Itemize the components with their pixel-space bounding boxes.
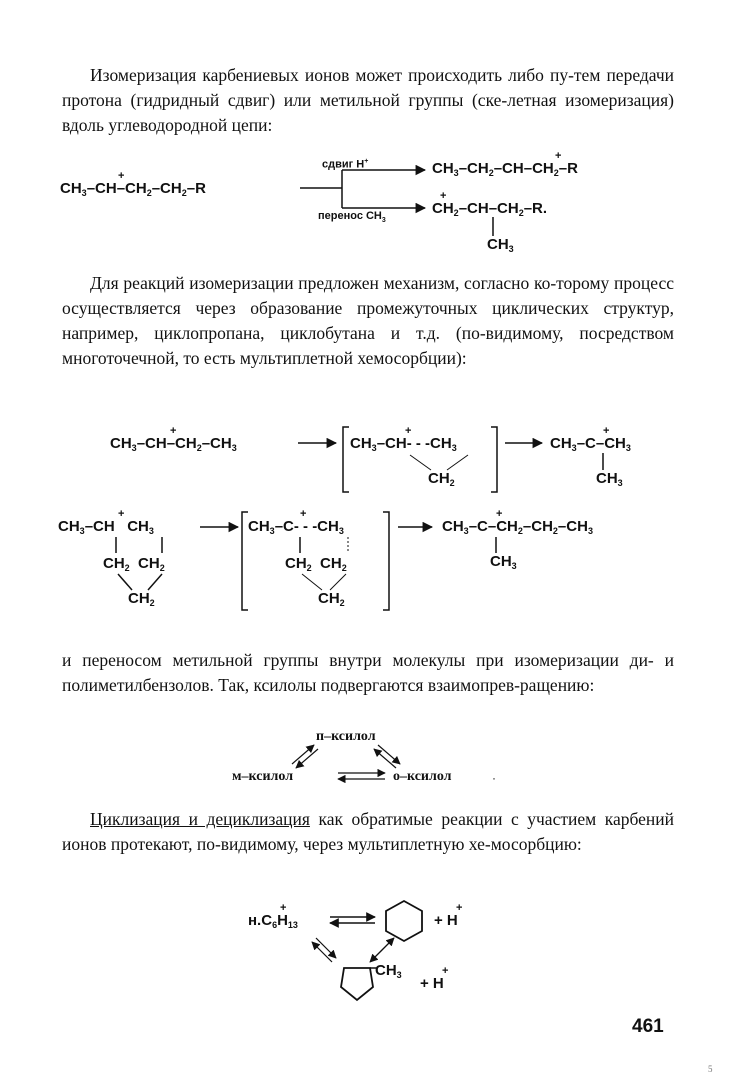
corner-mark: 5 [708, 1064, 713, 1074]
scheme1-product-bottom: $CH_2-CH-CH_2-R$. [432, 200, 548, 218]
plus-charge: + [603, 425, 610, 437]
plus-charge: + [170, 425, 177, 437]
plus-charge: + [118, 508, 125, 520]
plus-charge: + [405, 425, 412, 437]
scheme3-product-branch: $CH_3$ [490, 553, 517, 571]
scheme2-product: $CH_3-C-CH_3$ [550, 435, 631, 453]
plus-charge: + [300, 508, 307, 520]
cyclization-reactant: $н.C_6H_{13}$ [248, 912, 298, 930]
cyclization-product-bottom-sub: $CH_3$ [375, 962, 402, 980]
scheme3-intermediate-bottom: $CH_2$ [318, 590, 345, 608]
scheme3-intermediate-top: $CH_3-C- - -CH_3$ [248, 518, 344, 536]
plus-charge: + [555, 150, 562, 162]
plus-charge: + [496, 508, 503, 520]
label-hydride-shift: сдвиг H+ [322, 158, 369, 171]
scheme1-product-branch: $CH_3$ [487, 236, 514, 254]
page-number: 461 [632, 1016, 664, 1037]
cyclization-term: Циклизация и дециклизация [90, 809, 310, 829]
xylene-para: п–ксилол [316, 729, 376, 744]
cyclization-text: как обратимые реакции с участием карбений ионов протекают, по-видимому, через мультиплетную хе-мосорбцию: [62, 809, 674, 854]
plus-charge: + [280, 902, 287, 914]
scheme3-intermediate-mid: $CH_2$ $CH_2$ [285, 555, 347, 573]
label-methyl-transfer: перенос $CH_3$ [318, 210, 386, 225]
scheme3-reactant-top: $CH_3-CH$ $CH_3$ [58, 518, 154, 536]
scheme1-reactant: $CH_3-CH-CH_2-CH_2-R$ [60, 180, 206, 198]
cyclization-product-bottom-plus: + H [420, 975, 444, 992]
scheme3-reactant-bottom: $CH_2$ [128, 590, 155, 608]
scheme1-product-top: $CH_3-CH_2-CH-CH_2-R$ [432, 160, 578, 178]
cyclization-product-top: + H [434, 912, 458, 929]
scheme2-intermediate-bottom: $CH_2$ [428, 470, 455, 488]
xylene-meta: м–ксилол [232, 769, 294, 784]
plus-charge: + [442, 965, 449, 977]
scheme2-reactant: $CH_3-CH-CH_2-CH_3$ [110, 435, 237, 453]
plus-charge: + [456, 902, 463, 914]
xylene-ortho: о–ксилол [393, 769, 452, 784]
plus-charge: + [118, 170, 125, 182]
paragraph-mechanism: Для реакций изомеризации предложен механизм, согласно ко-торому процесс осуществляется через образование промежуточных циклических структур, например, циклопропана, циклобутана и т.д. (по-видимому, посредством многоточечной, то есть мультиплетной хемосорбции): [62, 273, 674, 368]
scheme2-product-branch: $CH_3$ [596, 470, 623, 488]
svg-text:·: · [492, 771, 496, 785]
scheme3-product: $CH_3-C-CH_2-CH_2-CH_3$ [442, 518, 593, 536]
plus-charge: + [440, 190, 447, 202]
paragraph-isomerization: Изомеризация карбениевых ионов может происходить либо пу-тем передачи протона (гидридный сдвиг) или метильной группы (ске-летная изомеризация) вдоль углеводородной цепи: [62, 65, 674, 135]
paragraph-xylenes: и переносом метильной группы внутри молекулы при изомеризации ди- и полиметилбензолов. Так, ксилолы подвергаются взаимопрев-ращению: [62, 650, 674, 695]
scheme3-reactant-mid: $CH_2$ $CH_2$ [103, 555, 165, 573]
scheme2-intermediate: $CH_3-CH- - -CH_3$ [350, 435, 457, 453]
